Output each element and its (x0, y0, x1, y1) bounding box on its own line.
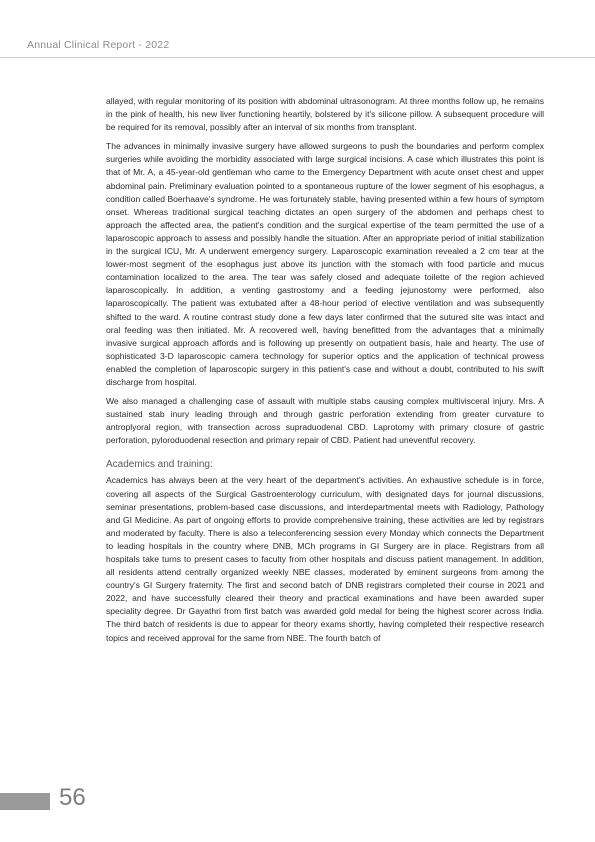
header-divider (0, 57, 595, 58)
body-paragraph: Academics has always been at the very heart of the department's activities. An exhaustive schedule is in force, covering all aspects of the Surgical Gastroenterology curriculum, with designated days for journal discussions, seminar presentations, problem-based case discussions, and interdepartmental meets with Radiology, Pathology and GI Medicine. As part of ongoing efforts to provide comprehensive training, these activities are led by registrars and moderated by faculty. There is also a teleconferencing session every Monday which connects the Department to leading hospitals in the country where DNB, MCh programs in GI Surgery are in place. Registrars from all hospitals take turns to present cases to faculty from other hospitals and discuss patient management. In addition, all residents attend centrally organized weekly NBE classes, moderated by eminent surgeons from among the country's GI Surgery fraternity. The first and second batch of DNB registrars completed their course in 2021 and 2022, and have successfully cleared their theory and practical examinations and have been awarded super speciality degree. Dr Gayathri from first batch was awarded gold medal for being the highest scorer across India. The third batch of residents is due to appear for theory exams shortly, having completed their respective research topics and received approval for the same from NBE. The fourth batch of (106, 475, 544, 643)
section-heading-academics: Academics and training: (106, 459, 213, 471)
page-number-bar (0, 793, 50, 810)
page-body (106, 95, 544, 651)
body-paragraph: The advances in minimally invasive surgery have allowed surgeons to push the boundaries and perform complex surgeries while avoiding the morbidity associated with large surgical incisions. A case which illustrates this point is that of Mr. A, a 45-year-old gentleman who came to the Emergency Department with acute onset chest and upper abdominal pain. Preliminary evaluation pointed to a spontaneous rupture of the lower segment of his esophagus, a condition called Boerhaave's syndrome. He was fortunately stable, having presented within a few hours of symptom onset. Whereas traditional surgical teaching dictates an open surgery of the abdomen and perhaps chest to approach the affected area, the patient's condition and the surgical expertise of the team permitted the use of a laparoscopic approach to assess and possibly handle the situation. After an appropriate period of initial stabilization in the surgical ICU, Mr. A underwent emergency surgery. Laparoscopic examination revealed a 2 cm tear at the lower-most segment of the esophagus just above its junction with the stomach with food particle and mucus contamination localized to the area. The tear was safely closed and adequate toilette of the region achieved laparoscopically. In addition, a venting gastrostomy and a feeding jejunostomy were performed, also laparoscopically. The patient was extubated after a 48-hour period of elective ventilation and was subsequently shifted to the ward. A routine contrast study done a few days later confirmed that the sutured site was intact and oral feeding was then initiated. Mr. A recovered well, having benefitted from the advantages that a minimally invasive surgical approach affords and is following up presently on outpatient basis, hale and hearty. The use of sophisticated 3-D laparoscopic camera technology for superior optics and the application of technical prowess enabled the completion of laparoscopic surgery in this patient's case and without a doubt, contributed to his swift discharge from hospital. (106, 141, 544, 387)
body-paragraph: allayed, with regular monitoring of its position with abdominal ultrasonogram. At three months follow up, he remains in the pink of health, his new liver functioning heartily, bolstered by it's silicone pillow. A subsequent procedure will be required for its removal, possibly after an interval of six months from transplant. (106, 96, 544, 133)
page-number: 56 (59, 784, 86, 811)
body-paragraph: We also managed a challenging case of assault with multiple stabs causing complex multivisceral injury. Mrs. A sustained stab inury leading through and through gastric perforation extending from greater curvature to antroplyoral region, with transection across supraduodenal CBD. Laprotomy with primary closure of gastric perforation, pyloroduodenal resection and primary repair of CBD. Patient had uneventful recovery. (106, 396, 544, 446)
report-header-title: Annual Clinical Report - 2022 (27, 39, 170, 51)
